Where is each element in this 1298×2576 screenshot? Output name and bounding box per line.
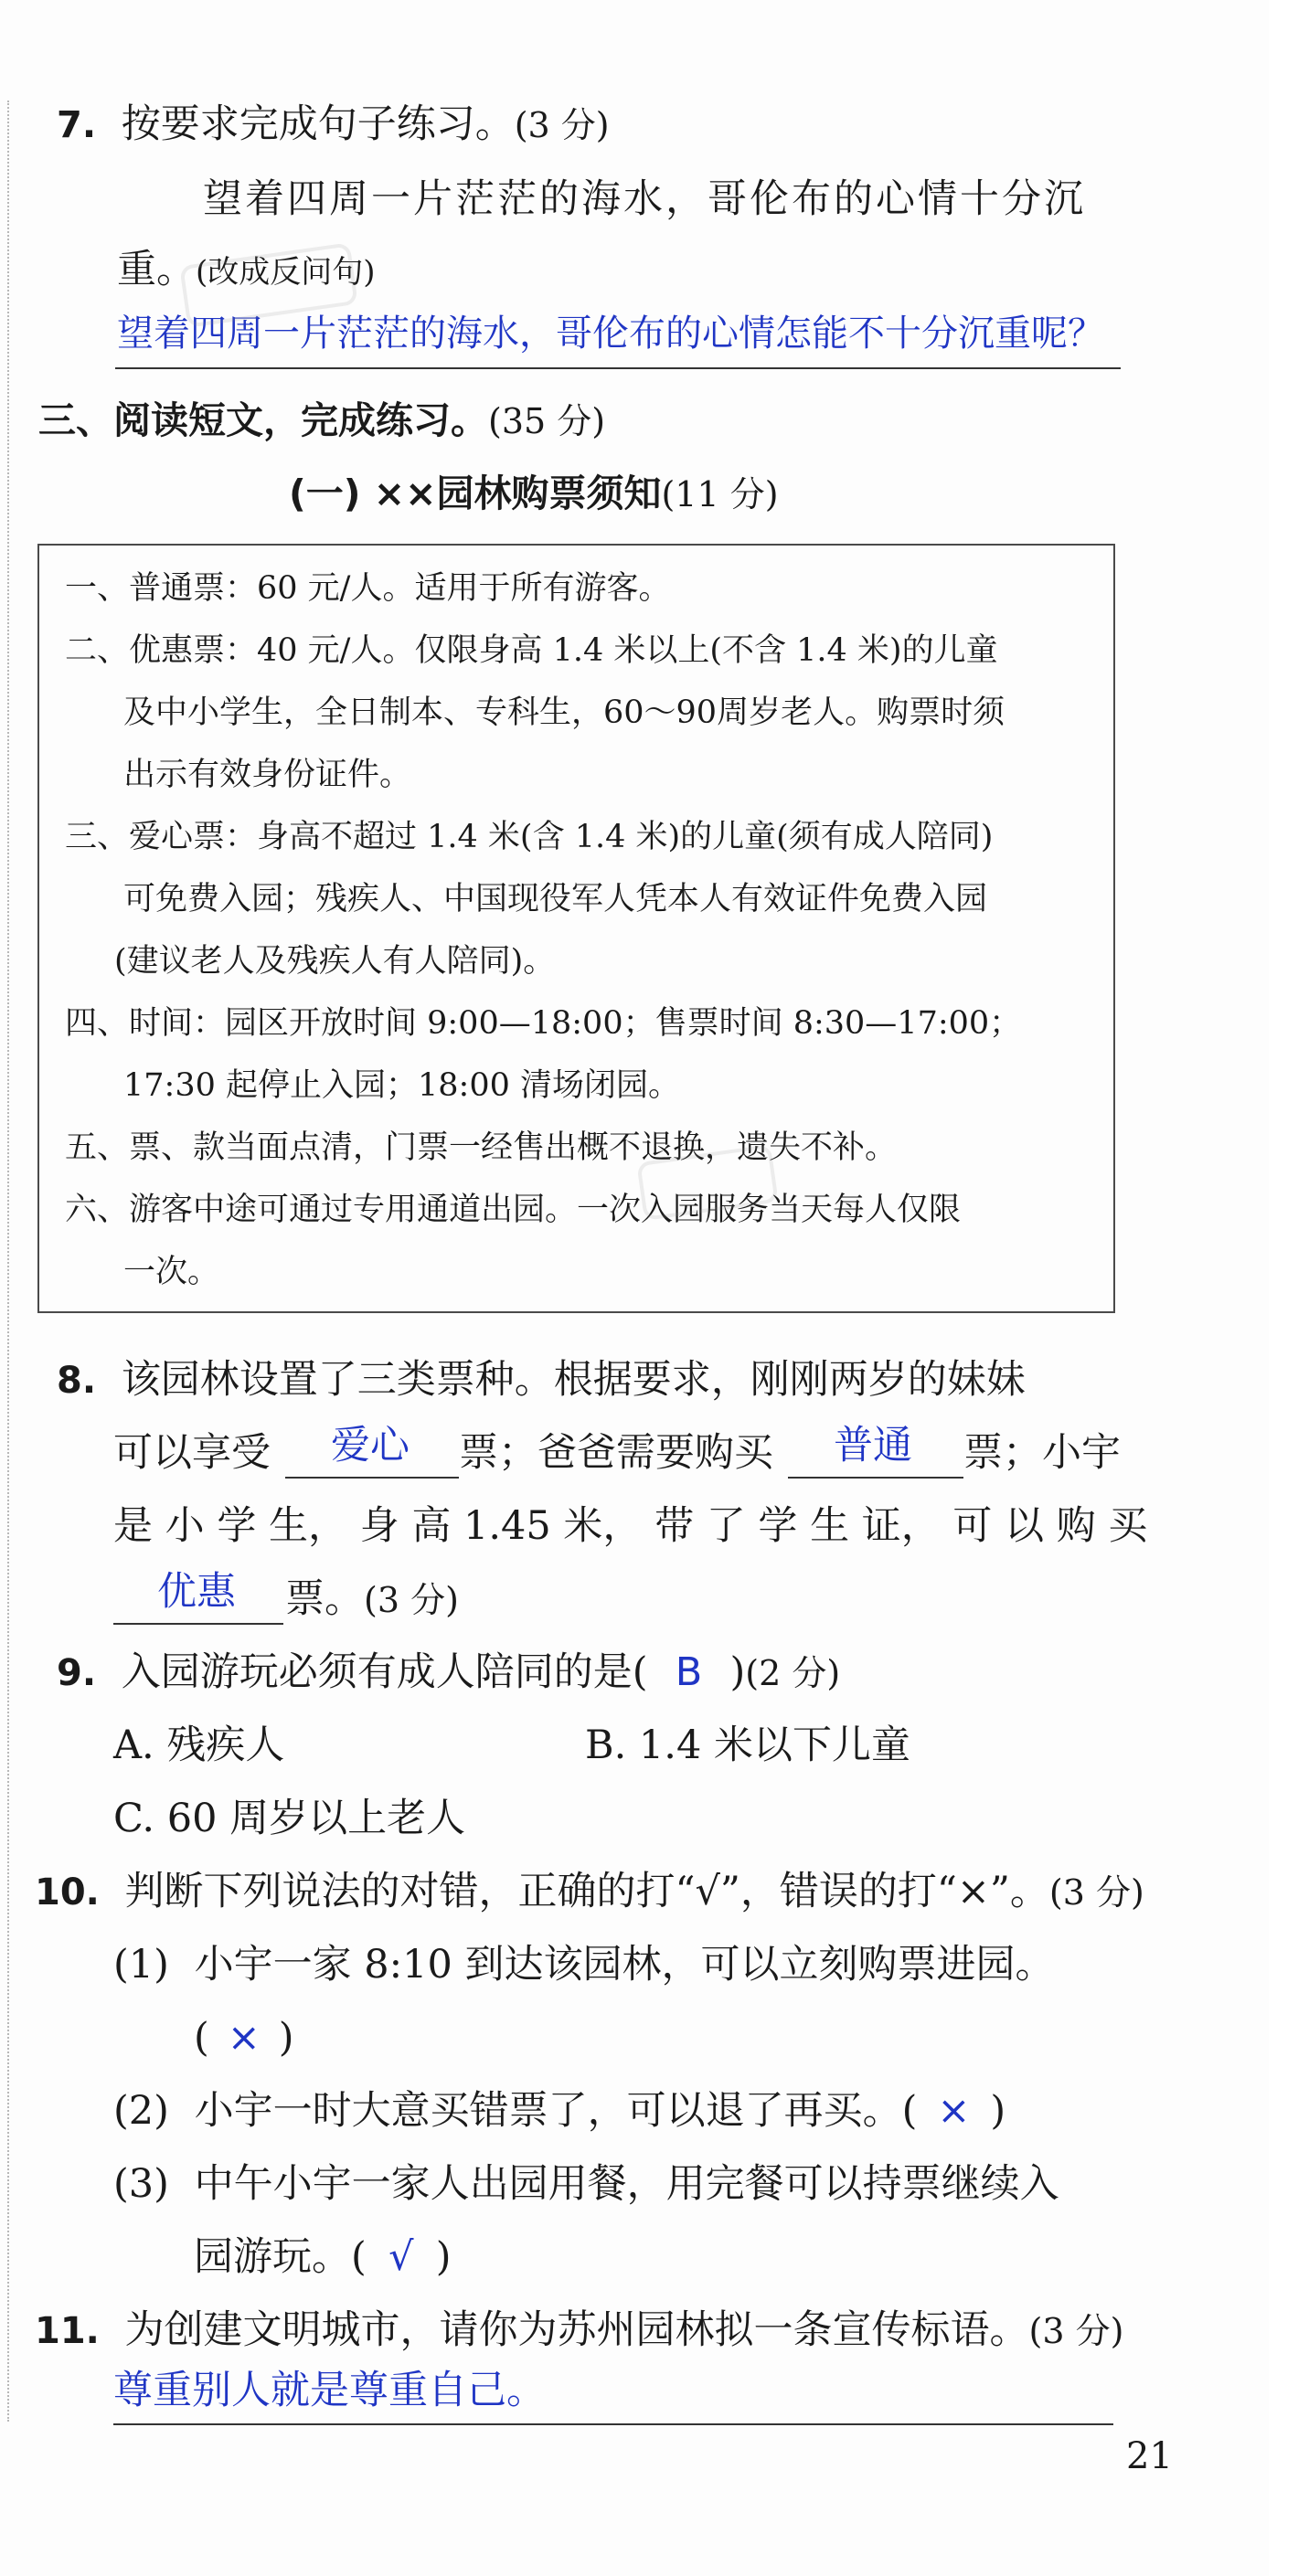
notice-line: 及中小学生，全日制本、专科生，60～90周岁老人。购票时须	[123, 694, 1005, 731]
page-margin	[1269, 0, 1298, 2576]
notice-line: 一次。	[123, 1254, 220, 1290]
q8-answer-1: 爱心	[331, 1423, 410, 1468]
q10-item-3-label: (3)	[113, 2161, 169, 2207]
q8-number: 8.	[57, 1360, 97, 1402]
q8-blank-2	[788, 1477, 963, 1479]
q7-text: 按要求完成句子练习。	[121, 101, 515, 147]
q9-score: (2 分)	[745, 1653, 841, 1693]
q11-answer: 尊重别人就是尊重自己。	[113, 2368, 546, 2413]
page-number: 21	[1126, 2435, 1173, 2477]
q9-text-end: )	[729, 1649, 746, 1695]
q11-answer-line	[113, 2423, 1113, 2425]
q10-text: 判断下列说法的对错，正确的打“√”，错误的打“×”。	[124, 1869, 1049, 1914]
q10-score: (3 分)	[1048, 1872, 1144, 1913]
q10-item-3	[113, 2157, 1059, 2211]
notice-box	[37, 544, 1115, 1313]
q10-item-3-line2	[194, 2230, 452, 2284]
q8-line4	[285, 1572, 459, 1627]
q11-text: 为创建文明城市，请你为苏州园林拟一条宣传标语。	[124, 2307, 1029, 2353]
q7-sentence-line1: 望着四周一片茫茫的海水，哥伦布的心情十分沉	[203, 176, 1086, 222]
q8-line2-b: 票；爸爸需要购买	[459, 1430, 773, 1476]
q10-item-1-text: 小宇一家 8:10 到达该园林，可以立刻购票进园。	[194, 1942, 1055, 1988]
q8-blank-3	[113, 1623, 283, 1625]
q8-line4-text: 票。	[285, 1576, 364, 1622]
q9-answer: B	[675, 1649, 703, 1695]
q8-line2-a: 可以享受	[113, 1430, 271, 1476]
notice-line: 可免费入园；残疾人、中国现役军人凭本人有效证件免费入园	[123, 881, 988, 917]
q10-item-1-close: )	[278, 2015, 294, 2061]
q10-item-3-text2: 园游玩。(	[194, 2234, 367, 2280]
notice-line: 二、优惠票：40 元/人。仅限身高 1.4 米以上(不含 1.4 米)的儿童	[65, 632, 998, 669]
q10-item-2-close: )	[990, 2088, 1006, 2134]
notice-line: (建议老人及残疾人有人陪同)。	[114, 943, 556, 980]
q10-item-3-text: 中午小宇一家人出园用餐，用完餐可以持票继续入	[194, 2161, 1059, 2207]
q10-item-2	[113, 2083, 1005, 2138]
q9-option-a: A. 残疾人	[113, 1723, 285, 1768]
q7-prompt	[57, 97, 610, 153]
notice-line: 三、爱心票：身高不超过 1.4 米(含 1.4 米)的儿童(须有成人陪同)	[65, 819, 994, 855]
section3-score: (35 分)	[488, 401, 606, 441]
q10-item-1-open: (	[194, 2015, 209, 2061]
q8-line3: 是 小 学 生， 身 高 1.45 米， 带 了 学 生 证， 可 以 购 买	[113, 1503, 1148, 1549]
q9-number: 9.	[57, 1652, 97, 1694]
q8-text: 该园林设置了三类票种。根据要求，刚刚两岁的妹妹	[121, 1357, 1026, 1403]
q8-line1	[57, 1352, 1026, 1408]
section3-title: 三、阅读短文，完成练习。	[38, 398, 488, 442]
notice-line: 一、普通票：60 元/人。适用于所有游客。	[65, 570, 671, 607]
binding-dotted-rule	[7, 101, 9, 2422]
q9-option-c: C. 60 周岁以上老人	[113, 1796, 466, 1841]
q10-item-1-paren	[194, 2010, 294, 2065]
q10-prompt	[35, 1864, 1144, 1920]
q10-item-2-label: (2)	[113, 2088, 169, 2134]
q11-score: (3 分)	[1028, 2311, 1124, 2351]
q11-number: 11.	[35, 2310, 100, 2352]
q10-item-3-answer: √	[388, 2234, 414, 2280]
q10-item-2-text: 小宇一时大意买错票了，可以退了再买。(	[194, 2088, 918, 2134]
q10-item-3-close: )	[435, 2234, 452, 2280]
q7-answer: 望着四周一片茫茫的海水，哥伦布的心情怎能不十分沉重呢？	[117, 313, 1104, 355]
q9-text: 入园游玩必须有成人陪同的是(	[121, 1649, 648, 1695]
q10-item-1-answer: ×	[227, 2015, 261, 2061]
notice-line: 出示有效身份证件。	[123, 757, 412, 793]
q11-prompt	[35, 2303, 1123, 2359]
q8-answer-3: 优惠	[157, 1569, 236, 1615]
notice-line: 六、游客中途可通过专用通道出园。一次入园服务当天每人仅限	[65, 1192, 962, 1228]
q9-prompt	[57, 1645, 840, 1701]
q10-item-1-label: (1)	[113, 1942, 169, 1988]
q10-number: 10.	[35, 1871, 100, 1913]
notice-line: 四、时间：园区开放时间 9:00—18:00；售票时间 8:30—17:00；	[65, 1005, 1022, 1042]
q8-line2-c: 票；小宇	[963, 1430, 1121, 1476]
q7-number: 7.	[57, 104, 97, 146]
passage-score: (11 分)	[661, 474, 779, 514]
q8-score: (3 分)	[364, 1580, 459, 1620]
q7-score: (3 分)	[514, 105, 610, 145]
q7-answer-line	[115, 367, 1121, 369]
q10-item-1	[113, 1937, 1055, 1992]
q7-instruction: (改成反问句)	[196, 254, 376, 291]
passage-title-text: (一) ××园林购票须知	[289, 472, 662, 515]
q7-sentence-end: 重。	[117, 247, 196, 292]
notice-line: 五、票、款当面点清，门票一经售出概不退换，遗失不补。	[65, 1129, 898, 1166]
section3-heading	[38, 393, 605, 456]
q8-blank-1	[285, 1477, 459, 1479]
q9-option-b: B. 1.4 米以下儿童	[585, 1723, 910, 1768]
q10-item-2-answer: ×	[937, 2088, 971, 2134]
notice-line: 17:30 起停止入园；18:00 清场闭园。	[123, 1067, 680, 1104]
q8-answer-2: 普通	[834, 1423, 912, 1468]
passage-title	[289, 466, 779, 529]
